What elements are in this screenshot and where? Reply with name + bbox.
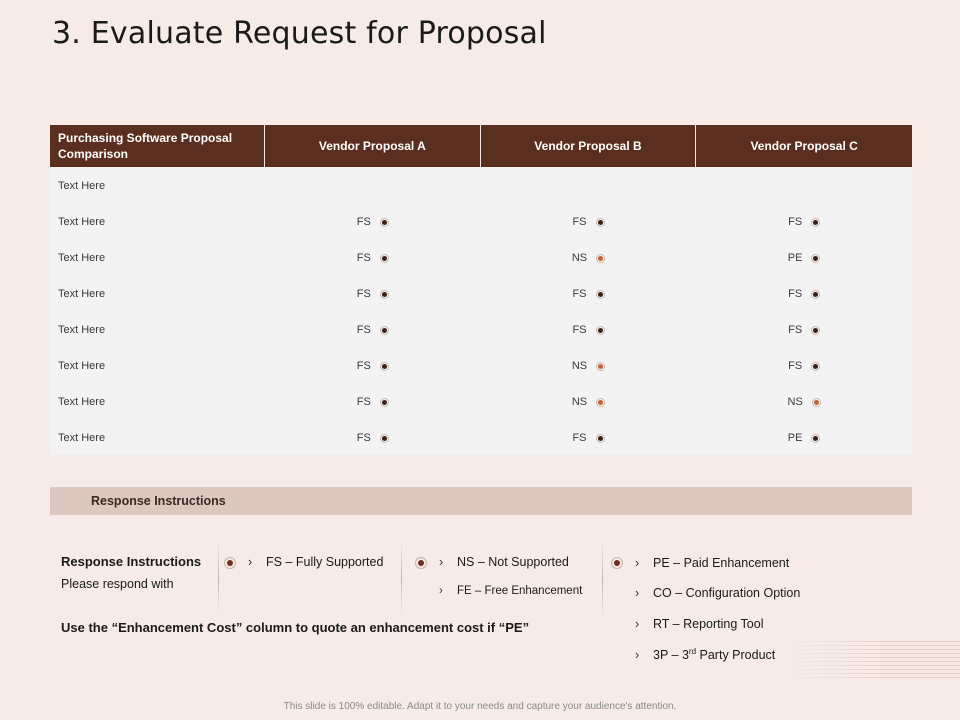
instructions-band	[50, 487, 912, 515]
chevron-right-icon: ›	[635, 617, 640, 631]
table-row	[50, 312, 912, 348]
row-label: Text Here	[58, 252, 106, 264]
divider	[218, 540, 219, 615]
chevron-right-icon: ›	[635, 556, 640, 570]
status-dot-icon	[380, 290, 389, 299]
chevron-right-icon: ›	[635, 648, 640, 663]
decorative-lines	[790, 638, 960, 678]
status-dot-icon	[596, 326, 605, 335]
status-dot-icon	[811, 362, 820, 371]
support-code: FS	[788, 324, 803, 336]
chevron-right-icon: ›	[439, 585, 443, 597]
support-code: FS	[356, 360, 371, 372]
instructions-title: Response Instructions	[61, 554, 202, 569]
support-code: FS	[788, 288, 803, 300]
legend-item-co: › CO – Configuration Option	[635, 586, 801, 600]
vendor-c-cell	[696, 384, 912, 420]
support-code: FS	[572, 432, 587, 444]
table-row	[50, 168, 912, 204]
status-dot-icon	[380, 218, 389, 227]
vendor-a-cell	[265, 204, 481, 240]
radio-bullet-icon	[415, 557, 427, 569]
status-dot-icon	[380, 434, 389, 443]
row-label: Text Here	[58, 324, 106, 336]
chevron-right-icon: ›	[248, 555, 253, 569]
proposal-comparison-table	[50, 125, 912, 455]
row-label: Text Here	[58, 180, 106, 192]
page-title: 3. Evaluate Request for Proposal	[52, 16, 547, 51]
support-code: FS	[572, 324, 587, 336]
vendor-a-cell	[265, 348, 481, 384]
vendor-b-cell	[481, 168, 697, 204]
table-header	[50, 125, 912, 167]
vendor-b-cell	[481, 420, 697, 456]
status-dot-icon	[811, 326, 820, 335]
vendor-b-cell	[481, 276, 697, 312]
support-code: NS	[571, 396, 588, 408]
legend-item-pe: › PE – Paid Enhancement	[635, 556, 790, 570]
status-dot-icon	[380, 398, 389, 407]
vendor-b-cell	[481, 348, 697, 384]
table-body	[50, 167, 912, 456]
instructions-band-label: Response Instructions	[91, 494, 226, 508]
status-dot-icon	[811, 254, 820, 263]
support-code: FS	[356, 432, 371, 444]
status-dot-icon	[380, 362, 389, 371]
vendor-a-cell	[265, 240, 481, 276]
status-dot-icon	[596, 362, 605, 371]
support-code: PE	[787, 432, 803, 444]
vendor-c-cell	[696, 168, 912, 204]
radio-bullet-icon	[224, 557, 236, 569]
vendor-a-cell	[265, 420, 481, 456]
chevron-right-icon: ›	[635, 586, 640, 600]
header-vendor-b: Vendor Proposal B	[481, 125, 697, 167]
table-row	[50, 240, 912, 276]
radio-bullet-icon	[611, 557, 623, 569]
status-dot-icon	[596, 290, 605, 299]
support-code: FS	[356, 324, 371, 336]
status-dot-icon	[811, 434, 820, 443]
legend-item-fe: › FE – Free Enhancement	[439, 585, 583, 597]
status-dot-icon	[812, 398, 821, 407]
status-dot-icon	[380, 326, 389, 335]
status-dot-icon	[811, 290, 820, 299]
table-row	[50, 420, 912, 456]
support-code: FS	[572, 216, 587, 228]
row-label: Text Here	[58, 432, 106, 444]
vendor-a-cell	[265, 276, 481, 312]
vendor-b-cell	[481, 204, 697, 240]
enhancement-note: Use the “Enhancement Cost” column to quote an enhancement cost if “PE”	[61, 620, 530, 635]
table-row	[50, 348, 912, 384]
status-dot-icon	[596, 434, 605, 443]
row-label: Text Here	[58, 288, 106, 300]
divider	[401, 540, 402, 615]
table-row	[50, 204, 912, 240]
table-row	[50, 384, 912, 420]
legend-item-3p: › 3P – 3rd Party Product	[635, 647, 776, 663]
divider	[602, 540, 603, 620]
status-dot-icon	[811, 218, 820, 227]
support-code: FS	[788, 360, 803, 372]
vendor-b-cell	[481, 240, 697, 276]
status-dot-icon	[380, 254, 389, 263]
instructions-subtitle: Please respond with	[61, 577, 174, 591]
vendor-c-cell	[696, 312, 912, 348]
vendor-c-cell	[696, 240, 912, 276]
vendor-c-cell	[696, 348, 912, 384]
support-code: FS	[356, 288, 371, 300]
vendor-a-cell	[265, 312, 481, 348]
table-row	[50, 276, 912, 312]
support-code: FS	[788, 216, 803, 228]
support-code: NS	[787, 396, 803, 408]
footer-note: This slide is 100% editable. Adapt it to your needs and capture your audience's attention.	[283, 701, 677, 712]
status-dot-icon	[596, 254, 605, 263]
chevron-right-icon: ›	[439, 555, 444, 569]
status-dot-icon	[596, 398, 605, 407]
support-code: NS	[571, 360, 588, 372]
row-label: Text Here	[58, 360, 106, 372]
support-code: FS	[356, 252, 371, 264]
vendor-a-cell	[265, 168, 481, 204]
vendor-b-cell	[481, 384, 697, 420]
support-code: PE	[787, 252, 803, 264]
header-comparison: Purchasing Software Proposal Comparison	[50, 125, 265, 167]
header-vendor-a: Vendor Proposal A	[265, 125, 481, 167]
row-label: Text Here	[58, 396, 106, 408]
vendor-c-cell	[696, 420, 912, 456]
vendor-c-cell	[696, 276, 912, 312]
support-code: NS	[571, 252, 588, 264]
header-vendor-c: Vendor Proposal C	[750, 139, 858, 153]
support-code: FS	[356, 216, 371, 228]
support-code: FS	[356, 396, 371, 408]
legend-item-fs: › FS – Fully Supported	[248, 555, 384, 569]
support-code: FS	[572, 288, 587, 300]
vendor-c-cell	[696, 204, 912, 240]
legend-item-ns: › NS – Not Supported	[439, 555, 569, 569]
vendor-a-cell	[265, 384, 481, 420]
legend-item-rt: › RT – Reporting Tool	[635, 617, 764, 631]
status-dot-icon	[596, 218, 605, 227]
vendor-b-cell	[481, 312, 697, 348]
row-label: Text Here	[58, 216, 106, 228]
